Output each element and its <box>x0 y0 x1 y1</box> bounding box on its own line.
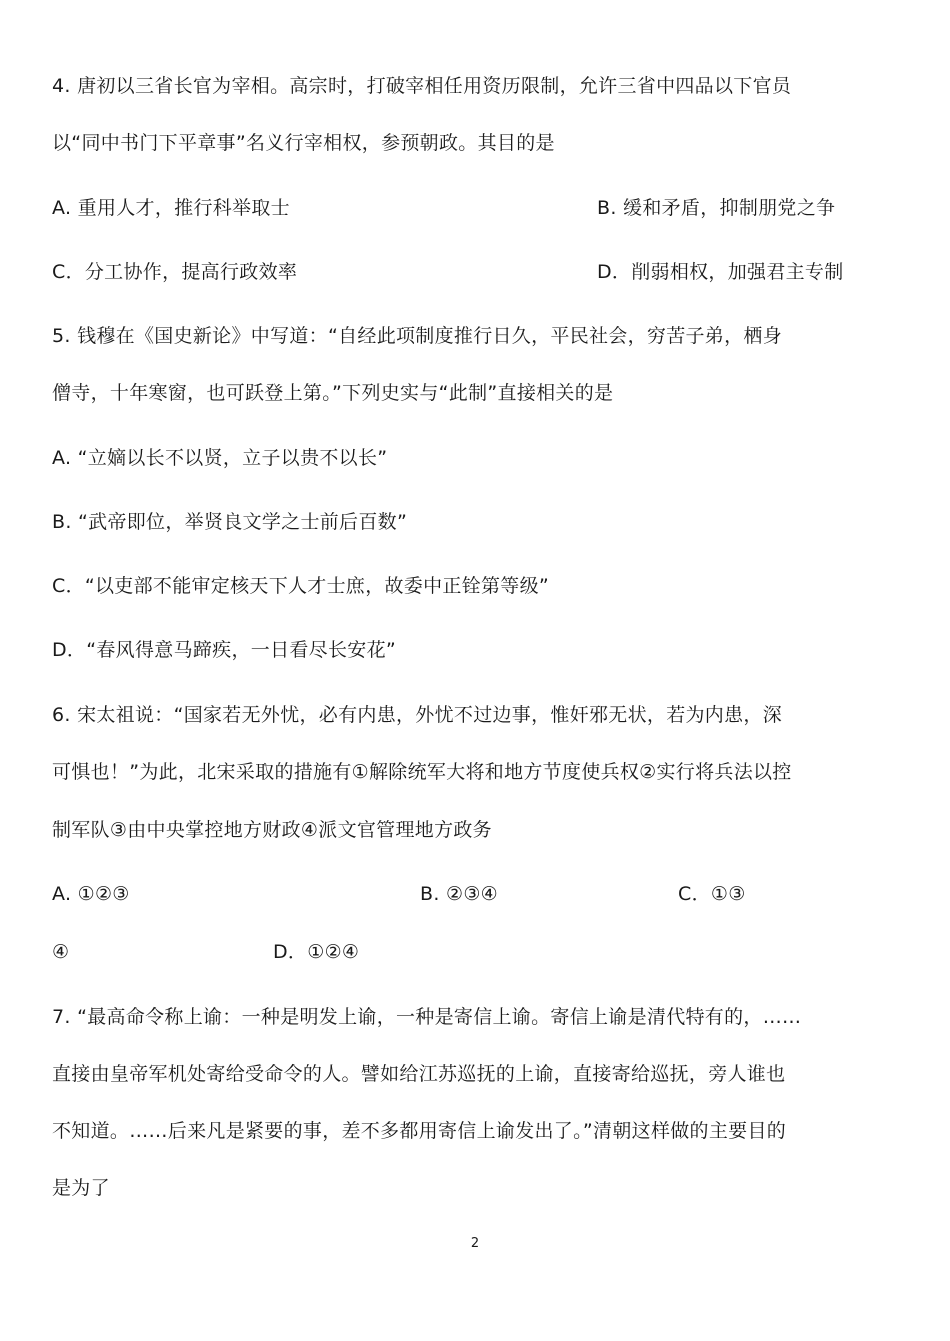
q6-stem-line-1: 6. 宋太祖说：“国家若无外忧，必有内患，外忧不过边事，惟奸邪无状，若为内患，深 <box>52 704 783 726</box>
q7-stem-line-4: 是为了 <box>52 1177 110 1199</box>
q4-stem-line-1: 4. 唐初以三省长官为宰相。高宗时，打破宰相任用资历限制，允许三省中四品以下官员 <box>52 75 792 97</box>
q7-stem-line-3: 不知道。……后来凡是紧要的事，差不多都用寄信上谕发出了。”清朝这样做的主要目的 <box>52 1120 787 1142</box>
q4-option-d: D．削弱相权，加强君主专制 <box>597 261 844 283</box>
q5-option-a: A. “立嫡以长不以贤，立子以贵不以长” <box>52 447 388 469</box>
q6-option-c: C．①③ <box>678 883 746 905</box>
q6-stem-line-3: 制军队③由中央掌控地方财政④派文官管理地方政务 <box>52 819 492 841</box>
q4-option-b: B. 缓和矛盾，抑制朋党之争 <box>597 197 836 219</box>
q6-option-a: A. ①②③ <box>52 883 130 905</box>
q5-option-c: C．“以吏部不能审定核天下人才士庶，故委中正铨第等级” <box>52 575 550 597</box>
q4-option-a: A. 重用人才，推行科举取士 <box>52 197 290 219</box>
q5-stem-line-1: 5. 钱穆在《国史新论》中写道：“自经此项制度推行日久，平民社会，穷苦子弟，栖身 <box>52 325 783 347</box>
q6-stem-line-2: 可惧也！”为此，北宋采取的措施有①解除统军大将和地方节度使兵权②实行将兵法以控 <box>52 761 792 783</box>
q6-option-d: D．①②④ <box>273 941 360 963</box>
q4-stem-line-2: 以“同中书门下平章事”名义行宰相权，参预朝政。其目的是 <box>52 132 555 154</box>
q7-stem-line-1: 7. “最高命令称上谕：一种是明发上谕，一种是寄信上谕。寄信上谕是清代特有的，…… <box>52 1006 802 1028</box>
q4-option-c: C．分工协作，提高行政效率 <box>52 261 298 283</box>
page-number: 2 <box>470 1236 480 1251</box>
q7-stem-line-2: 直接由皇帝军机处寄给受命令的人。譬如给江苏巡抚的上谕，直接寄给巡抚，旁人谁也 <box>52 1063 786 1085</box>
q5-stem-line-2: 僧寺，十年寒窗，也可跃登上第。”下列史实与“此制”直接相关的是 <box>52 382 614 404</box>
q5-option-b: B. “武帝即位，举贤良文学之士前后百数” <box>52 511 408 533</box>
q6-option-c-continued: ④ <box>52 941 70 963</box>
q6-option-b: B. ②③④ <box>420 883 499 905</box>
q5-option-d: D．“春风得意马蹄疾，一日看尽长安花” <box>52 639 397 661</box>
